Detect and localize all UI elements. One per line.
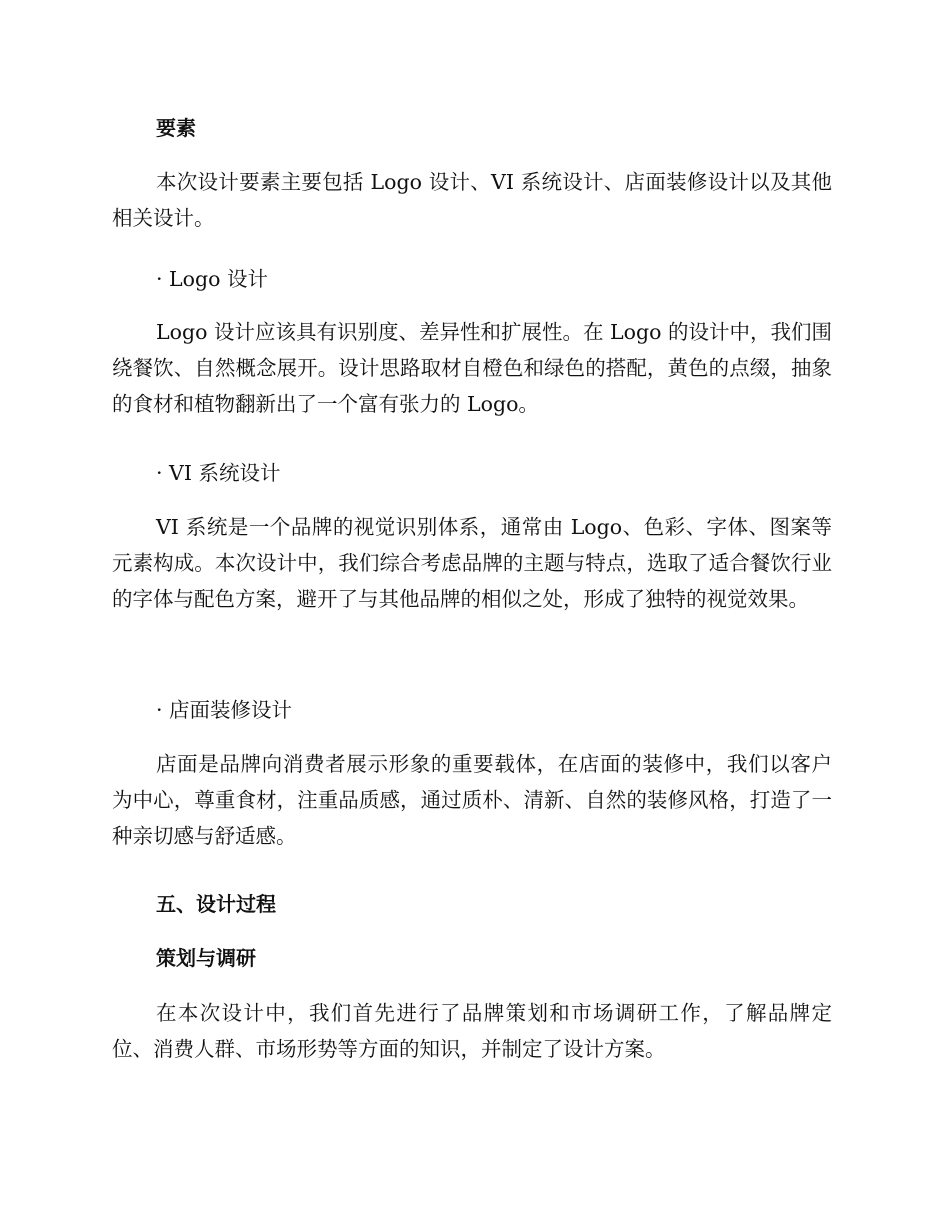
paragraph-storefront-design: 店面是品牌向消费者展示形象的重要载体，在店面的装修中，我们以客户为中心，尊重食材，注重品质感，通过质朴、清新、自然的装修风格，打造了一种亲切感与舒适感。 bbox=[112, 752, 832, 848]
bullet-logo-design: · Logo 设计 bbox=[156, 267, 268, 291]
subsection-heading-planning-research: 策划与调研 bbox=[156, 946, 256, 970]
paragraph-planning-research: 在本次设计中，我们首先进行了品牌策划和市场调研工作，了解品牌定位、消费人群、市场形势等方面的知识，并制定了设计方案。 bbox=[112, 1001, 832, 1061]
bullet-storefront-design: · 店面装修设计 bbox=[156, 698, 293, 722]
bullet-vi-system-design: · VI 系统设计 bbox=[156, 461, 281, 485]
paragraph-design-elements: 本次设计要素主要包括 Logo 设计、VI 系统设计、店面装修设计以及其他相关设计。 bbox=[112, 170, 832, 230]
paragraph-logo-design: Logo 设计应该具有识别度、差异性和扩展性。在 Logo 的设计中，我们围绕餐饮、自然概念展开。设计思路取材自橙色和绿色的搭配，黄色的点缀，抽象的食材和植物翻新出了一个富有张力的 Logo。 bbox=[112, 320, 832, 416]
paragraph-vi-system-design: VI 系统是一个品牌的视觉识别体系，通常由 Logo、色彩、字体、图案等元素构成。本次设计中，我们综合考虑品牌的主题与特点，选取了适合餐饮行业的字体与配色方案，避开了与其他品牌的相似之处，形成了独特的视觉效果。 bbox=[112, 515, 832, 611]
section-heading-elements: 要素 bbox=[156, 116, 196, 140]
section-heading-design-process: 五、设计过程 bbox=[156, 892, 276, 916]
